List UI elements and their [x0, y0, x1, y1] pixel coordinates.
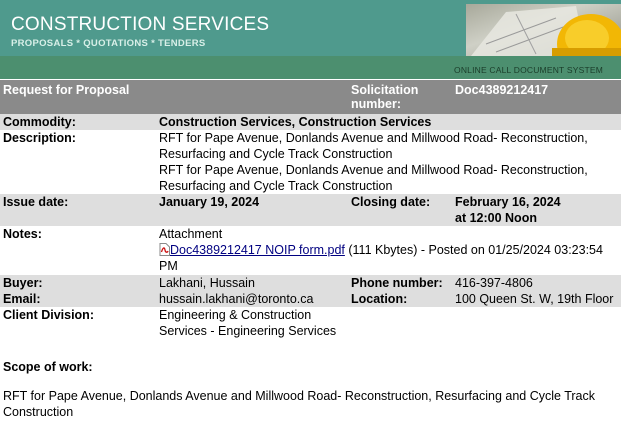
- rfp-header: [0, 80, 621, 114]
- scope-line1: RFT for Pape Avenue, Donlands Avenue and Millwood Road- Reconstruction, Resurfacing and Cycle Track: [3, 389, 595, 403]
- commodity-label: Commodity:: [3, 115, 76, 129]
- commodity-value: Construction Services, Construction Services: [159, 115, 432, 129]
- system-strip: [0, 56, 621, 79]
- client-division-label: Client Division:: [3, 308, 94, 322]
- notes-label: Notes:: [3, 227, 42, 241]
- pdf-icon: [159, 243, 170, 256]
- closing-date-label: Closing date:: [351, 195, 431, 209]
- description-line: RFT for Pape Avenue, Donlands Avenue and Millwood Road- Reconstruction,: [159, 163, 588, 177]
- banner-title: CONSTRUCTION SERVICES: [11, 14, 270, 35]
- description-line: Resurfacing and Cycle Track Construction: [159, 179, 393, 193]
- buyer-label: Buyer:: [3, 276, 43, 290]
- scope-line2: Construction: [3, 405, 74, 419]
- attachment-meta: (111 Kbytes) - Posted on 01/25/2024 03:23:54: [344, 243, 603, 257]
- hardhat-blueprint-image: [466, 4, 621, 56]
- solicitation-label-line1: Solicitation: [351, 83, 419, 97]
- closing-time-value: at 12:00 Noon: [455, 211, 537, 225]
- banner-subtitle: PROPOSALS * QUOTATIONS * TENDERS: [11, 38, 206, 49]
- issue-date-value: January 19, 2024: [159, 195, 260, 209]
- solicitation-label-line2: number:: [351, 97, 401, 111]
- page-title: Request for Proposal: [3, 83, 130, 97]
- attachment-line: [159, 243, 603, 257]
- system-label: ONLINE CALL DOCUMENT SYSTEM: [454, 65, 603, 75]
- description-label: Description:: [3, 131, 76, 145]
- buyer-value: Lakhani, Hussain: [159, 276, 255, 290]
- description-line: Resurfacing and Cycle Track Construction: [159, 147, 393, 161]
- email-value[interactable]: hussain.lakhani@toronto.ca: [159, 292, 314, 306]
- phone-label: Phone number:: [351, 276, 443, 290]
- client-division-line1: Engineering & Construction: [159, 308, 312, 322]
- email-label: Email:: [3, 292, 41, 306]
- attachment-link[interactable]: Doc4389212417 NOIP form.pdf: [170, 243, 345, 257]
- location-label: Location:: [351, 292, 408, 306]
- solicitation-number: Doc4389212417: [455, 83, 549, 97]
- attachment-label: Attachment: [159, 227, 223, 241]
- closing-date-value: February 16, 2024: [455, 195, 561, 209]
- location-value: 100 Queen St. W, 19th Floor: [455, 292, 614, 306]
- issue-date-label: Issue date:: [3, 195, 69, 209]
- description-line: RFT for Pape Avenue, Donlands Avenue and Millwood Road- Reconstruction,: [159, 131, 588, 145]
- attachment-meta-continued: PM: [159, 259, 178, 273]
- phone-value: 416-397-4806: [455, 276, 533, 290]
- solicitation-label: [351, 83, 418, 111]
- client-division-line2: Services - Engineering Services: [159, 324, 337, 338]
- site-banner: [0, 0, 621, 56]
- scope-label: Scope of work:: [3, 360, 93, 374]
- hardhat-icon: [466, 4, 621, 56]
